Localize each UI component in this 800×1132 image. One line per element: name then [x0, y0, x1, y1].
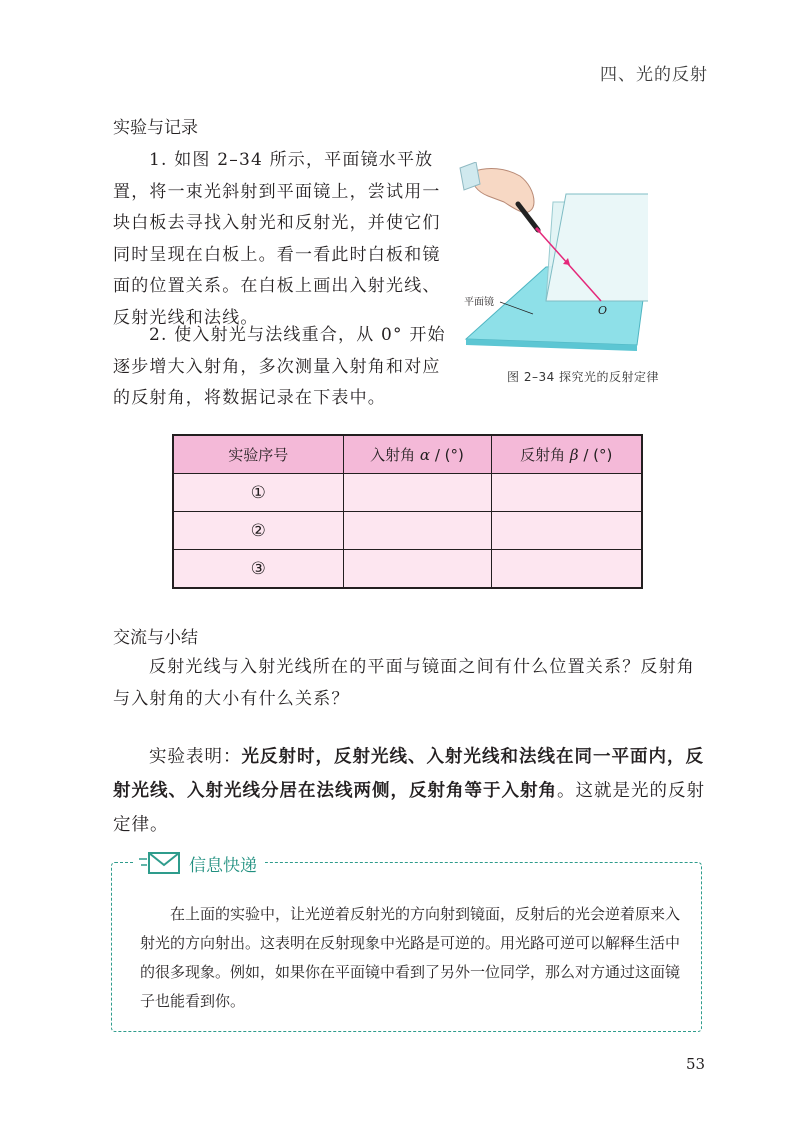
header-incidence-angle: 入射角 α / (°) — [343, 435, 491, 474]
section-title-discussion: 交流与小结 — [113, 628, 198, 648]
reflection-cell[interactable] — [491, 550, 642, 589]
conclusion-lead: 实验表明： — [149, 747, 242, 767]
hand-icon — [472, 169, 534, 213]
section-title-experiment: 实验与记录 — [113, 118, 198, 138]
incidence-cell[interactable] — [343, 550, 491, 589]
conclusion-paragraph — [113, 740, 708, 842]
info-box-header — [135, 848, 265, 878]
trial-index: ① — [173, 474, 343, 512]
envelope-icon — [139, 850, 183, 876]
table-header-row — [173, 435, 642, 474]
running-header: 四、光的反射 — [600, 65, 708, 85]
incidence-cell[interactable] — [343, 474, 491, 512]
header-trial-number: 实验序号 — [173, 435, 343, 474]
reflection-cell[interactable] — [491, 512, 642, 550]
discussion-question: 反射光线与入射光线所在的平面与镜面之间有什么位置关系？反射角与入射角的大小有什么关系？ — [113, 657, 695, 709]
info-box-title: 信息快递 — [189, 855, 257, 876]
law-of-reflection: 光反射时，反射光线、入射光线和法线在同一平面内，反射光线、入射光线分居在法线两侧，反射角等于入射角 — [113, 747, 704, 801]
page-number: 53 — [686, 1055, 706, 1073]
experiment-step-1: 1. 如图 2–34 所示，平面镜水平放置，将一束光斜射到平面镜上，尝试用一块白板去寻找入射光和反射光，并使它们同时呈现在白板上。看一看此时白板和镜面的位置关系。在白板上画出入射光线、反射光线和法线。 — [113, 150, 441, 328]
table-row — [173, 550, 642, 589]
figure-caption: 图 2–34 探究光的反射定律 — [507, 370, 660, 384]
incidence-cell[interactable] — [343, 512, 491, 550]
point-o-label: O — [598, 304, 608, 317]
trial-index: ③ — [173, 550, 343, 589]
conclusion-tail: 。这就是光的反射定律。 — [113, 781, 705, 835]
mirror-label: 平面镜 — [464, 297, 494, 308]
figure-reflection-experiment — [458, 162, 648, 362]
table-row — [173, 474, 642, 512]
reflection-cell[interactable] — [491, 474, 642, 512]
data-table — [172, 434, 643, 589]
header-reflection-angle: 反射角 β / (°) — [491, 435, 642, 474]
table-row — [173, 512, 642, 550]
info-box-text: 在上面的实验中，让光逆着反射光的方向射到镜面，反射后的光会逆着原来入射光的方向射出。这表明在反射现象中光路是可逆的。用光路可逆可以解释生活中的很多现象。例如，如果你在平面镜中看到了另外一位同学，那么对方通过这面镜子也能看到你。 — [140, 905, 681, 1010]
experiment-step-2: 2. 使入射光与法线重合，从 0° 开始逐步增大入射角，多次测量入射角和对应的反射角，将数据记录在下表中。 — [113, 325, 446, 408]
trial-index: ② — [173, 512, 343, 550]
